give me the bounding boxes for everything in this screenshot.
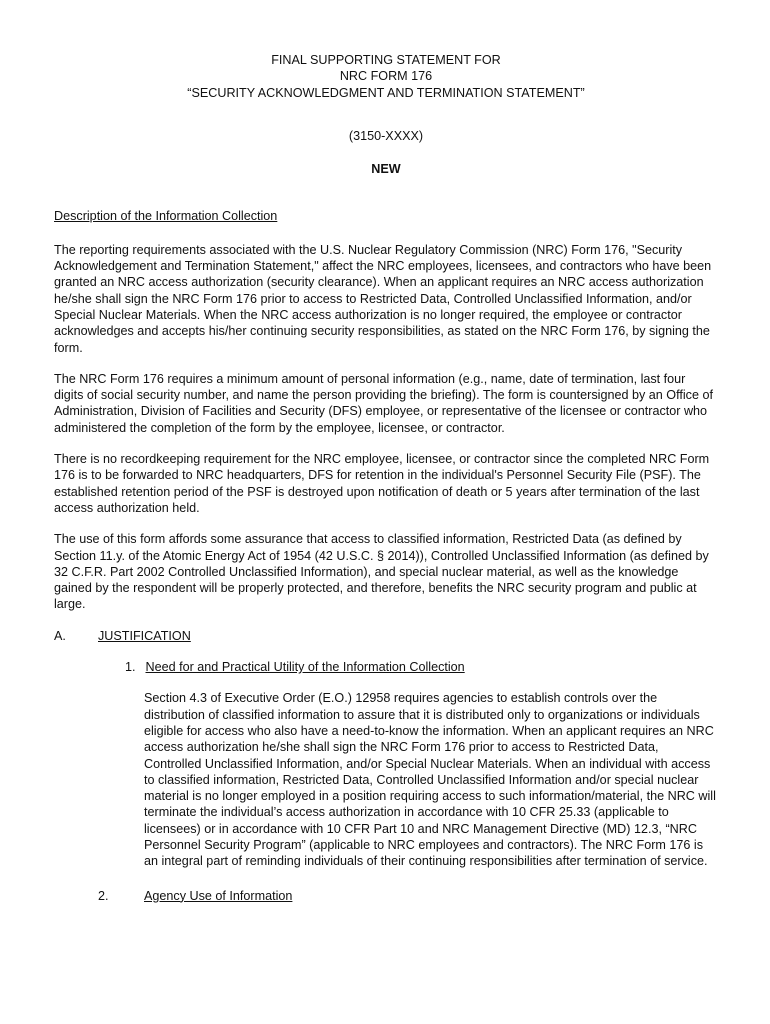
title-line-2: NRC FORM 176: [339, 69, 433, 84]
section-a-heading: [54, 628, 718, 644]
item-1-heading: [54, 659, 718, 675]
description-paragraph-3: There is no recordkeeping requirement for the NRC employee, licensee, or contractor since the completed NRC Form 176 is to be forwarded to NRC headquarters, DFS for retention in the individual's Personnel Security File (PSF). The established retention period of the PSF is destroyed upon notification of death or 5 years after termination of the last access authorization held.: [54, 452, 710, 515]
item-2-heading: [54, 888, 718, 904]
section-a-title: JUSTIFICATION: [98, 628, 191, 643]
title-line-1: FINAL SUPPORTING STATEMENT FOR: [271, 53, 501, 67]
item-2-number: 2.: [98, 888, 109, 903]
description-paragraph-1: The reporting requirements associated with the U.S. Nuclear Regulatory Commission (NRC) Form 176, "Security Acknowledgement and Termination Statement," affect the NRC employees, licensees, and contractors who have been granted an NRC access authorization (security clearance). When an applicant requires an NRC access authorization he/she shall sign the NRC Form 176 prior to access to Restricted Data, Controlled Unclassified Information, and/or Special Nuclear Materials. When the NRC access authorization is no longer required, the employee or contractor acknowledges and accepts his/her continuing security responsibilities, as stated on the NRC Form 176, by signing the form.: [54, 242, 712, 355]
description-heading: Description of the Information Collection: [54, 209, 278, 224]
status-label: NEW: [371, 162, 401, 177]
description-paragraph-4: The use of this form affords some assurance that access to classified information, Restricted Data (as defined by Section 11.y. of the Atomic Energy Act of 1954 (42 U.S.C. § 2014)), Controlled Unclassified Information (as defined by 32 C.F.R. Part 2002 Controlled Unclassified Information), and special nuclear material, as well as the knowledge gained by the respondent will be properly protected, and therefore, benefits the NRC security program and public at large.: [54, 532, 709, 612]
item-1-title: Need for and Practical Utility of the Information Collection: [145, 660, 465, 675]
item-2-title: Agency Use of Information: [144, 888, 293, 903]
item-1-number: 1.: [125, 660, 136, 675]
title-line-3: “SECURITY ACKNOWLEDGMENT AND TERMINATION STATEMENT”: [187, 85, 585, 100]
omb-number: (3150-XXXX): [348, 128, 424, 143]
description-paragraph-2: The NRC Form 176 requires a minimum amount of personal information (e.g., name, date of termination, last four digits of social security number, and name the person providing the briefing). The form is countersigned by an Office of Administration, Division of Facilities and Security (DFS) employee, or representative of the licensee or contractor who administered the completion of the form by the employee, licensee, or contractor.: [54, 371, 713, 435]
item-1-body: Section 4.3 of Executive Order (E.O.) 12958 requires agencies to establish controls over the distribution of classified information to assure that it is distributed only to organizations or individuals eligible for access who also have a need-to-know the information. When an applicant requires an NRC access authorization he/she shall sign the NRC Form 176 prior to access to Restricted Data, Controlled Unclassified Information, and/or Special Nuclear Materials. When an individual with access to classified information, Restricted Data, Controlled Unclassified Information and/or special nuclear material is no longer employed in a position requiring access to such information/material, the NRC will terminate the individual’s access authorization in accordance with 10 CFR 25.33 (applicable to licensees) or in accordance with 10 CFR Part 10 and NRC Management Directive (MD) 12.3, “NRC Personnel Security Program” (applicable to NRC employees and contractors). The NRC Form 176 is an integral part of reminding individuals of their continuing responsibilities after termination of service.: [144, 691, 716, 869]
section-a-letter: A.: [54, 628, 66, 643]
